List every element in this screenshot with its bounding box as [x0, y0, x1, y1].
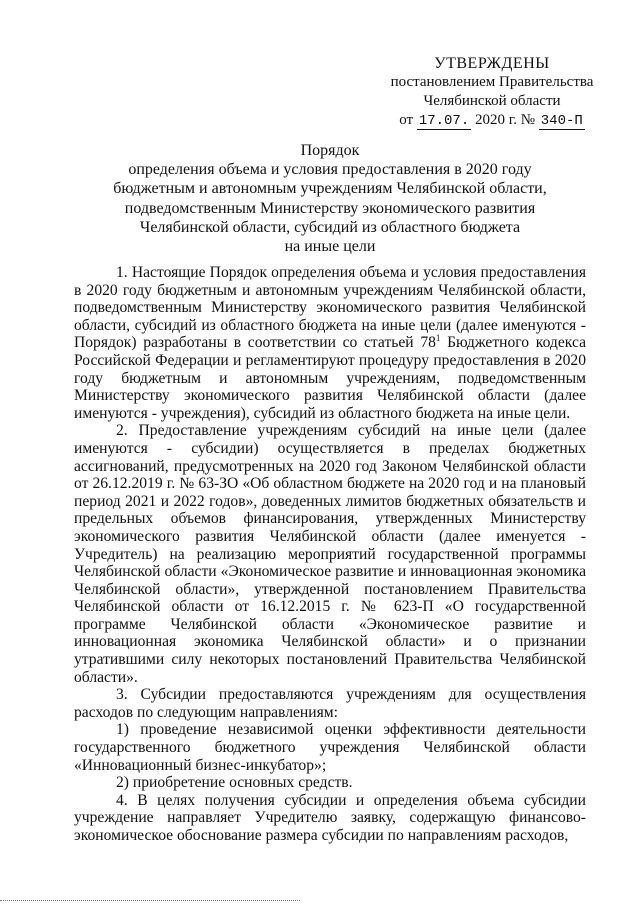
- approval-line-1: постановлением Правительства: [390, 74, 594, 90]
- paragraph-1-part-a: 1. Настоящие Порядок определения объема и условия предоставления в 2020 году бюджетным и автономным учреждениям Челябинской области, подведомственным Министерству экономического развития Челябинской области, субсидий из областного бюджета на иные цели (далее именуются - Порядок) разработаны в соответствии со статьей 78: [74, 264, 586, 352]
- paragraph-4: 4. В целях получения субсидии и определения объема субсидии учреждение направляет Учредителю заявку, содержащую финансово-экономическое обоснование размера субсидии по направлениям расходов,: [74, 791, 586, 844]
- approval-year-suffix: 2020 г. №: [474, 112, 536, 128]
- title-line-5: Челябинской области, субсидий из областного бюджета: [139, 218, 521, 236]
- paragraph-3-item-2: 2) приобретение основных средств.: [116, 774, 353, 792]
- title-line-1: Порядок: [300, 142, 360, 159]
- title-line-6: на иные цели: [284, 238, 376, 256]
- scan-edge-line: [0, 900, 300, 902]
- approval-date: 17.07.: [418, 113, 470, 129]
- paragraph-2: 2. Предоставление учреждениям субсидий на иные цели (далее именуются - субсидии) осуществляется в пределах бюджетных ассигнований, предусмотренных на 2020 год Законом Челябинской области от 26.12.2019 г. № 63-ЗО «Об областном бюджете на 2020 год и на плановый период 2021 и 2022 годов», доведенных лимитов бюджетных обязательств и предельных объемов финансирования, утвержденных Министерству экономического развития Челябинской области (далее именуется - Учредитель) на реализацию мероприятий государственной программы Челябинской области «Экономическое развитие и инновационная экономика Челябинской области», утвержденной постановлением Правительства Челябинской области от 16.12.2015 г. № 623-П «О государственной программе Челябинской области «Экономическое развитие и инновационная экономика Челябинской области» и о признании утратившими силу некоторых постановлений Правительства Челябинской области».: [74, 422, 586, 686]
- title-line-2: определения объема и условия предоставления в 2020 году: [128, 161, 532, 179]
- document-title: [90, 141, 570, 256]
- approval-line-2: Челябинской области: [423, 93, 561, 109]
- article-superscript: 1: [435, 333, 441, 344]
- title-line-3: бюджетным и автономным учреждениям Челябинской области,: [113, 180, 547, 198]
- approval-heading: УТВЕРЖДЕНЫ: [434, 55, 550, 72]
- paragraph-1: [74, 264, 586, 422]
- title-line-4: подведомственным Министерству экономического развития: [124, 199, 536, 217]
- approval-date-line: [384, 111, 600, 131]
- paragraph-3-item-1: 1) проведение независимой оценки эффективности деятельности государственного бюджетного учреждения Челябинской области «Инновационный бизнес-инкубатор»;: [74, 721, 586, 774]
- paragraph-3: 3. Субсидии предоставляются учреждениям для осуществления расходов по следующим направлениям:: [74, 686, 586, 721]
- document-body: [74, 264, 586, 845]
- paragraph-1-part-b: Бюджетного кодекса Российской Федерации и регламентируют процедуру предоставления в 2020 году бюджетным и автономным учреждениям, подведомственным Министерству экономического развития Челябинской области (далее именуются - учреждения), субсидий из областного бюджета на иные цели.: [74, 334, 586, 422]
- approval-stamp: [384, 54, 600, 131]
- approval-date-prefix: от: [399, 112, 414, 128]
- approval-number: 340-П: [540, 113, 583, 129]
